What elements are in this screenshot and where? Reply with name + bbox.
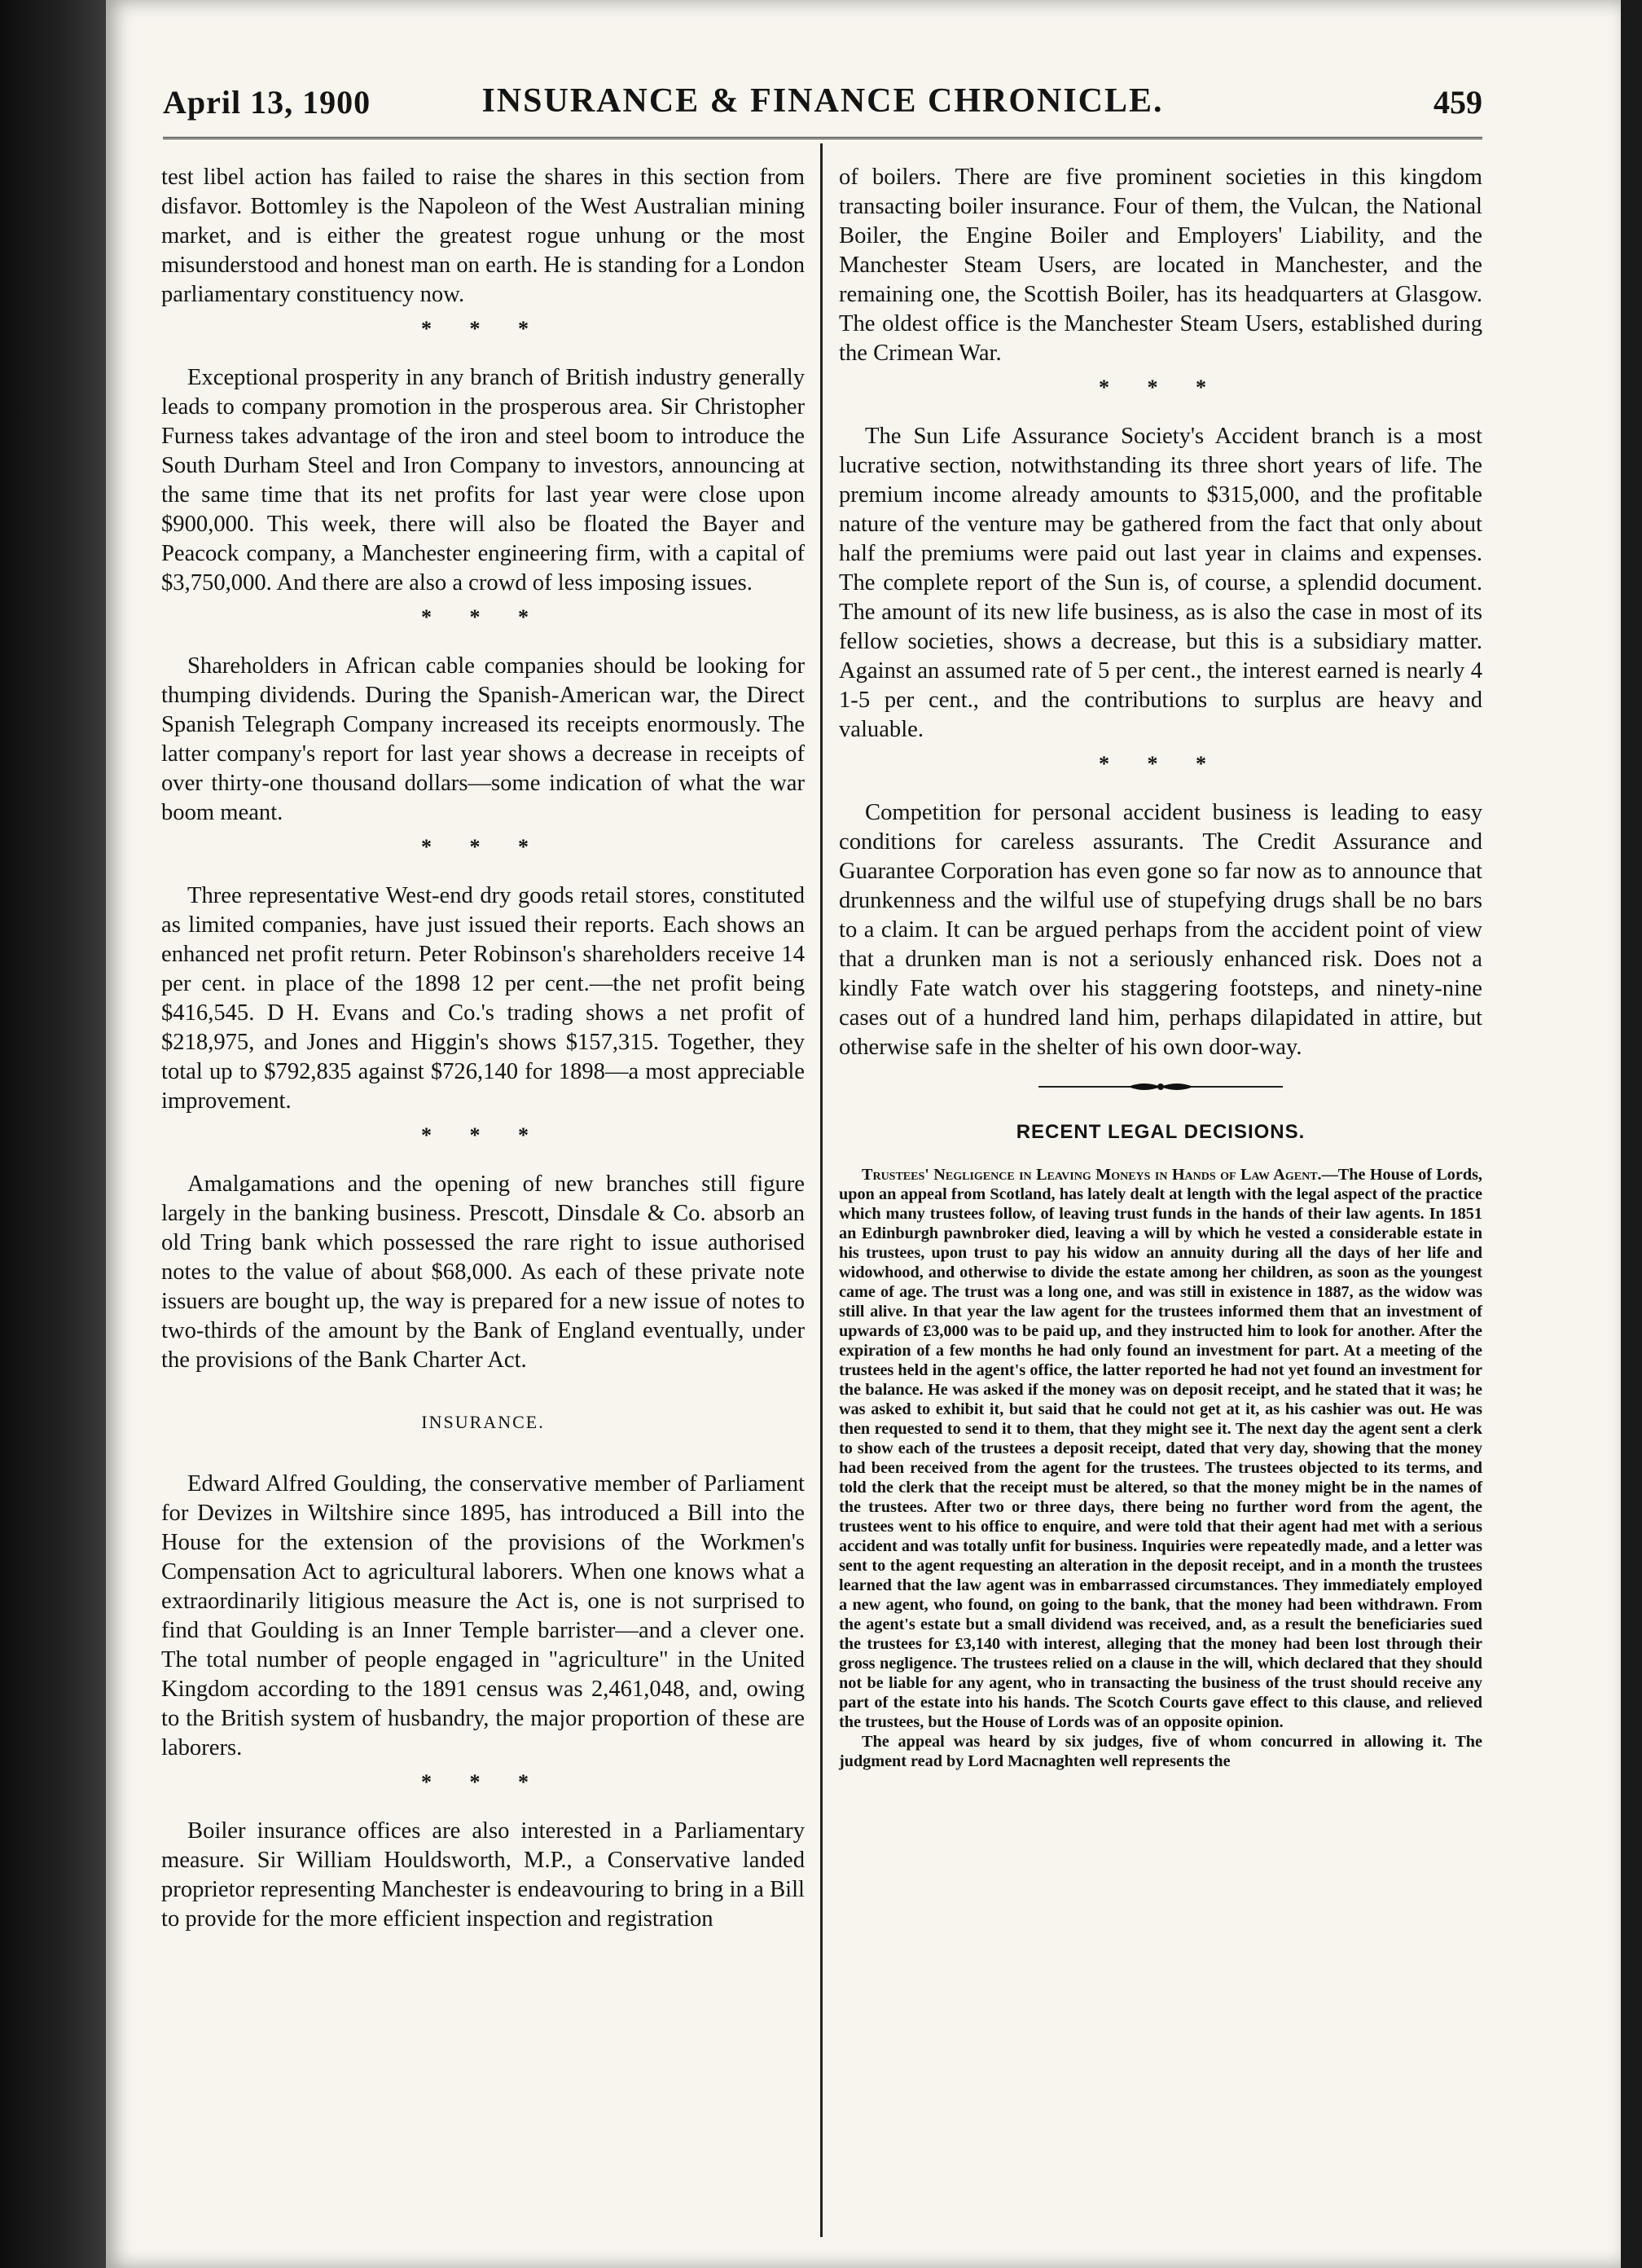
paragraph: Shareholders in African cable companies should be looking for thumping dividends. During the Spanish-American war, the Direct Spanish Telegraph Company increased its receipts enormously. The latter company's report for last year shows a decrease in receipts of over thirty-one thousand dollars—some indication of what the war boom meant. (161, 653, 805, 825)
paragraph: Edward Alfred Goulding, the conservative member of Parliament for Devizes in Wiltshire since 1895, has introduced a Bill into the House for the extension of the provisions of the Workmen's Compensation Act to agricultural laborers. When one knows what a extraordinarily litigious measure the Act is, one is not surprised to find that Goulding is an Inner Temple barrister—and a clever one. The total number of people engaged in "agriculture" in the United Kingdom according to the 1891 census was 2,461,048, and, owing to the British system of husbandry, the major proportion of these are laborers. (161, 1471, 805, 1760)
paragraph: Exceptional prosperity in any branch of British industry generally leads to company promotion in the prosperous area. Sir Christopher Furness takes advantage of the iron and steel boom to introduce the South Durham Steel and Iron Company to investors, announcing at the same time that its net profits for last year were close upon $900,000. This week, there will also be floated the Bayer and Peacock company, a Manchester engineering firm, with a capital of $3,750,000. And there are also a crowd of less imposing issues. (161, 365, 805, 596)
column-rule (820, 143, 823, 2237)
paragraph: Boiler insurance offices are also interested in a Parliamentary measure. Sir William Houldsworth, M.P., a Conservative landed proprietor representing Manchester is endeavouring to bring in a Bill to provide for the more efficient inspection and registration (161, 1818, 805, 1932)
running-header (163, 78, 1482, 127)
legal-paragraph: The appeal was heard by six judges, five of whom concurred in allowing it. The judgment read by Lord Macnaghten well represents the (839, 1733, 1482, 1770)
legal-case-text: —The House of Lords, upon an appeal from Scotland, has lately dealt at length with the legal aspect of the practice which many trustees follow, of leaving trust funds in the hands of their law agents. In 1851 an Edinburgh pawnbroker died, leaving a will by which he vested a considerable estate in his trustees, upon trust to pay his widow an annuity during all the days of her life and widowhood, and otherwise to divide the estate among her children, as soon as the youngest came of age. The trust was a long one, and was still in existence in 1887, as the widow was still alive. In that year the law agent for the trustees informed them that an investment of upwards of £3,000 was to be paid up, and they instructed him to look for another. After the expiration of a few months he had only found an investment for part. At a meeting of the trustees held in the agent's office, the latter reported he had not yet found an investment for the balance. He was asked if the money was on deposit receipt, and he stated that it was; he was asked to exhibit it, but said that he could not get at it, as his cashier was out. He was then requested to send it to them, that they might see it. The next day the agent sent a clerk to show each of the trustees a deposit receipt, dated that very day, showing that the money had been received from the agent for the trustees. The trustees objected to its terms, and told the clerk that the receipt must be altered, so that the money might be in the names of the trustees. After two or three days, there being no further word from the agent, the trustees went to his office to enquire, and were told that their agent had met with a serious accident and was totally unfit for business. Inquiries were repeatedly made, and a letter was sent to the agent requesting an alteration in the deposit receipt, and in a month the trustees learned that the law agent was in embarrassed circumstances. They immediately employed a new agent, who found, on going to the bank, that the money had been withdrawn. From the agent's estate but a small dividend was received, and, as a result the beneficiaries sued the trustees for £3,140 with interest, alleging that the money had been lost through their gross negligence. The trustees relied on a clause in the will, which declared that they should not be liable for any agent, who in transacting the business of the trust should receive any part of the estate into his hands. The Scotch Courts gave effect to this clause, and relieved the trustees, but the House of Lords was of an opposite opinion. (839, 1166, 1482, 1731)
section-break: * * * (421, 317, 545, 341)
section-break: * * * (421, 1770, 545, 1794)
scan-edge (1621, 0, 1642, 2268)
section-break: * * * (1099, 752, 1223, 776)
paragraph: Amalgamations and the opening of new branches still figure largely in the banking business. Prescott, Dinsdale & Co. absorb an old Tring bank which possessed the rare right to issue authorised notes to the value of about $68,000. As each of these private note issuers are bought up, the way is prepared for a new issue of notes to two-thirds of the amount by the Bank of England eventually, under the provisions of the Bank Charter Act. (161, 1171, 805, 1373)
legal-decisions-body (839, 1165, 1482, 1771)
header-rule (163, 137, 1482, 139)
legal-case-heading: Trustees' Negligence in Leaving Moneys in Hands of Law Agent. (862, 1166, 1322, 1184)
section-heading-insurance: INSURANCE. (421, 1412, 545, 1432)
paragraph: test libel action has failed to raise the shares in this section from disfavor. Bottomley is the Napoleon of the West Australian mining market, and is either the greatest rogue unhung or the most misunderstood and honest man on earth. He is standing for a London parliamentary constituency now. (161, 165, 805, 307)
page-number: 459 (1433, 84, 1482, 121)
section-break: * * * (421, 605, 545, 629)
left-column (161, 163, 805, 1934)
paragraph: of boilers. There are five prominent societies in this kingdom transacting boiler insurance. Four of them, the Vulcan, the National Boiler, the Engine Boiler and Employers' Liability, and the Manchester Steam Users, are located in Manchester, and the remaining one, the Scottish Boiler, has its headquarters at Glasgow. The oldest office is the Manchester Steam Users, established during the Crimean War. (839, 165, 1482, 366)
header-date: April 13, 1900 (163, 84, 371, 121)
ornament-divider (1038, 1080, 1283, 1093)
section-break: * * * (421, 1123, 545, 1147)
header-title: INSURANCE & FINANCE CHRONICLE. (481, 82, 1164, 120)
legal-paragraph (839, 1165, 1482, 1732)
right-column (839, 163, 1482, 1771)
book-binding-shadow (0, 0, 106, 2268)
section-break: * * * (421, 835, 545, 859)
section-heading-legal-decisions: RECENT LEGAL DECISIONS. (1016, 1121, 1306, 1143)
paragraph: The Sun Life Assurance Society's Accident branch is a most lucrative section, notwithstanding its three short years of life. The premium income already amounts to $315,000, and the profitable nature of the venture may be gathered from the fact that only about half the premiums were paid out last year in claims and expenses. The complete report of the Sun is, of course, a splendid document. The amount of its new life business, as is also the case in most of its fellow societies, shows a decrease, but this is a subsidiary matter. Against an assumed rate of 5 per cent., the interest earned is nearly 4 1-5 per cent., and the contributions to surplus are heavy and valuable. (839, 424, 1482, 742)
paragraph: Competition for personal accident business is leading to easy conditions for careless assurants. The Credit Assurance and Guarantee Corporation has even gone so far now as to announce that drunkenness and the wilful use of stupefying drugs shall be no bars to a claim. It can be argued perhaps from the accident point of view that a drunken man is not a seriously enhanced risk. Does not a kindly Fate watch over his staggering footsteps, and ninety-nine cases out of a hundred land him, perhaps dilapidated in attire, but otherwise safe in the shelter of his own door-way. (839, 800, 1482, 1060)
section-break: * * * (1099, 376, 1223, 399)
paragraph: Three representative West-end dry goods retail stores, constituted as limited companies, have just issued their reports. Each shows an enhanced net profit return. Peter Robinson's shareholders receive 14 per cent. in place of the 1898 12 per cent.—the net profit being $416,545. D H. Evans and Co.'s trading shows a net profit of $218,975, and Jones and Higgin's shows $157,315. Together, they total up to $792,835 against $726,140 for 1898—a most appreciable improvement. (161, 883, 805, 1114)
